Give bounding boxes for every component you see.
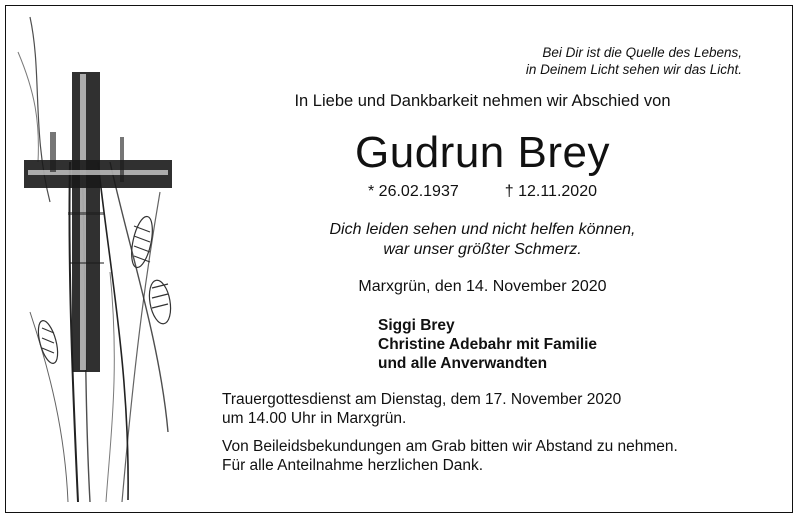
mourner-name: Siggi Brey <box>378 317 455 334</box>
funeral-service-info <box>222 390 621 428</box>
bible-verse-line-1: Bei Dir ist die Quelle des Lebens, <box>542 45 742 60</box>
memorial-quote-line-2: war unser größter Schmerz. <box>383 241 582 258</box>
memorial-quote <box>250 220 715 260</box>
mourners-list <box>378 316 597 373</box>
service-line-2: um 14.00 Uhr in Marxgrün. <box>222 410 407 427</box>
mourner-name: Christine Adebahr mit Familie <box>378 336 598 353</box>
intro-text: In Liebe und Dankbarkeit nehmen wir Abschied von <box>294 92 671 110</box>
closing-line-1: Von Beileidsbekundungen am Grab bitten wir Abstand zu nehmen. <box>222 438 678 455</box>
bible-verse-line-2: in Deinem Licht sehen wir das Licht. <box>525 62 742 77</box>
closing-line-2: Für alle Anteilnahme herzlichen Dank. <box>222 457 484 474</box>
memorial-quote-line-1: Dich leiden sehen und nicht helfen können, <box>329 221 636 238</box>
bible-verse <box>480 44 742 78</box>
cross-and-wheat-illustration <box>10 12 185 507</box>
place-and-date: Marxgrün, den 14. November 2020 <box>358 278 607 295</box>
closing-note <box>222 437 678 475</box>
service-line-1: Trauergottesdienst am Dienstag, dem 17. November 2020 <box>222 391 622 408</box>
deceased-name: Gudrun Brey <box>355 128 610 177</box>
mourner-name: und alle Anverwandten <box>378 355 548 372</box>
birth-date: * 26.02.1937 <box>368 183 459 200</box>
life-dates <box>250 183 715 201</box>
death-date: † 12.11.2020 <box>504 183 597 200</box>
